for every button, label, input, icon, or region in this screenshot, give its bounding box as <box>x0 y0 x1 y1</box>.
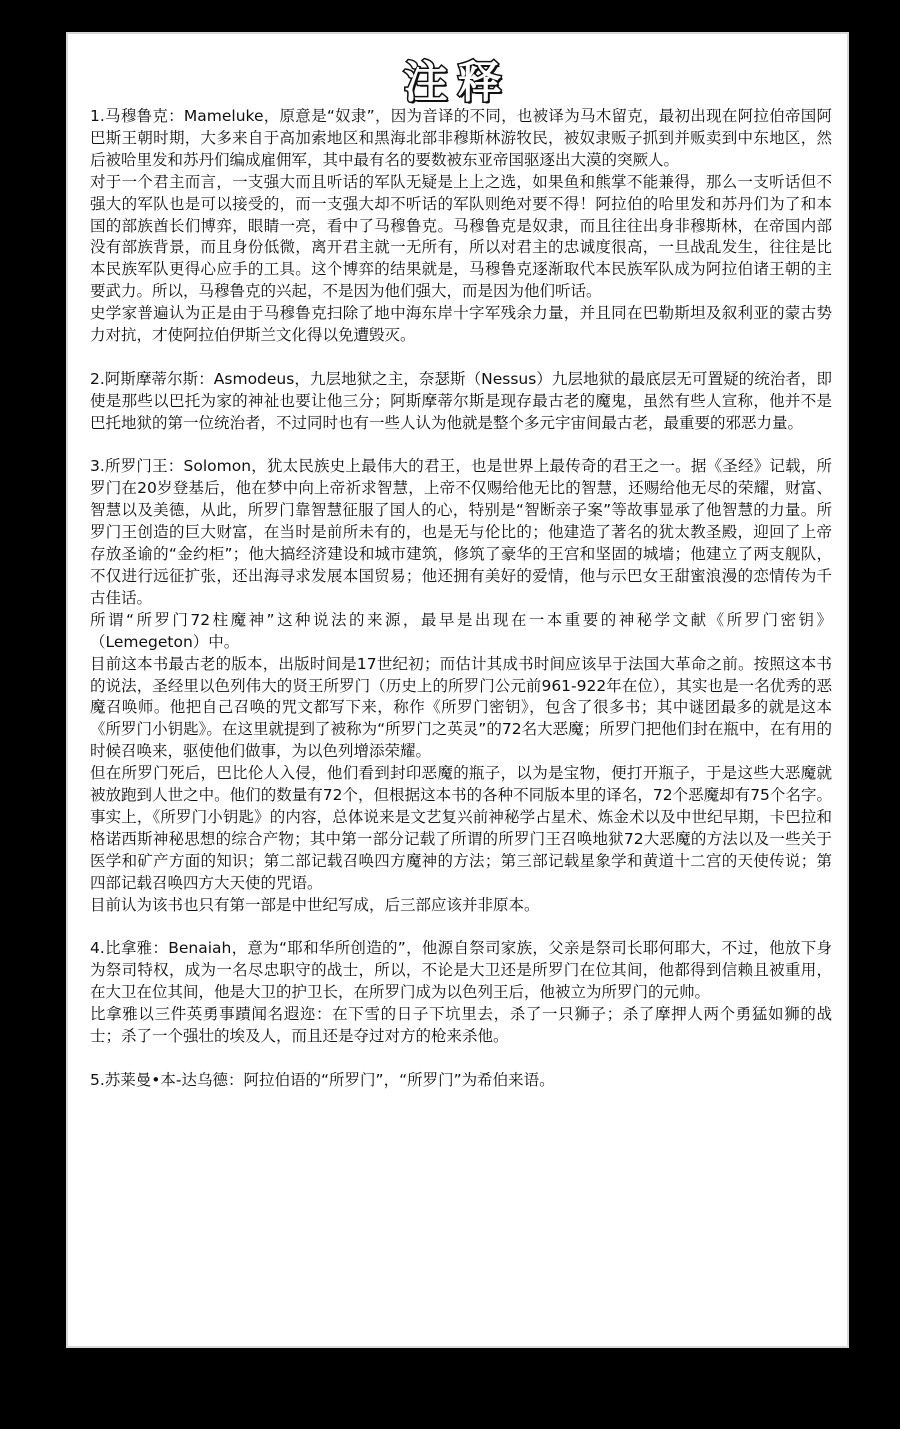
note-paragraph: 比拿雅以三件英勇事蹟闻名遐迩：在下雪的日子下坑里去，杀了一只狮子；杀了摩押人两个勇猛如狮的战士；杀了一个强壮的埃及人，而且还是夺过对方的枪来杀他。 <box>90 1005 832 1046</box>
note-paragraph: 对于一个君主而言，一支强大而且听话的军队无疑是上上之选，如果鱼和熊掌不能兼得，那么一支听话但不强大的军队也是可以接受的，而一支强大却不听话的军队则绝对要不得！阿拉伯的哈里发和苏丹们为了和本国的部族酋长们博弈，眼睛一亮，看中了马穆鲁克。马穆鲁克是奴隶，而且往往出身非穆斯林，在帝国内部没有部族背景，而且身份低微，离开君主就一无所有，所以对君主的忠诚度很高，一旦战乱发生，往往是比本民族军队更得心应手的工具。这个博弈的结果就是，马穆鲁克逐渐取代本民族军队成为阿拉伯诸王朝的主要武力。所以，马穆鲁克的兴起，不是因为他们强大，而是因为他们听话。 <box>90 172 832 301</box>
note-paragraph: 史学家普遍认为正是由于马穆鲁克扫除了地中海东岸十字军残余力量，并且同在巴勒斯坦及叙利亚的蒙古势力对抗，才使阿拉伯伊斯兰文化得以免遭毁灭。 <box>90 304 832 345</box>
note-spacer <box>90 435 832 457</box>
note-1 <box>90 106 832 347</box>
note-paragraph: 5.苏莱曼•本-达乌德：阿拉伯语的“所罗门”，“所罗门”为希伯来语。 <box>90 1070 555 1089</box>
note-paragraph: 所谓“所罗门72柱魔神”这种说法的来源，最早是出现在一本重要的神秘学文献《所罗门密钥》（Lemegeton）中。 <box>90 610 832 651</box>
note-spacer <box>90 917 832 939</box>
page-title: 注释 <box>403 57 512 108</box>
note-spacer <box>90 1048 832 1070</box>
note-paragraph: 但在所罗门死后，巴比伦人入侵，他们看到封印恶魔的瓶子，以为是宝物，便打开瓶子，于是这些大恶魔就被放跑到人世之中。他们的数量有72个，但根据这本书的各种不同版本里的译名，72个恶魔却有75个名字。事实上，《所罗门小钥匙》的内容，总体说来是文艺复兴前神秘学占星术、炼金术以及中世纪早期，卡巴拉和格诺西斯神秘思想的综合产物；其中第一部分记载了所谓的所罗门王召唤地狱72大恶魔的方法以及一些关于医学和矿产方面的知识；第二部记载召唤四方魔神的方法；第三部记载星象学和黄道十二宫的天使传说；第四部记载召唤四方大天使的咒语。 <box>90 764 832 892</box>
note-3 <box>90 456 832 916</box>
note-paragraph: 目前认为该书也只有第一部是中世纪写成，后三部应该并非原本。 <box>90 895 540 914</box>
note-paragraph: 3.所罗门王：Solomon，犹太民族史上最伟大的君王，也是世界上最传奇的君王之一。据《圣经》记载，所罗门在20岁登基后，他在梦中向上帝祈求智慧，上帝不仅赐给他无比的智慧，还赐给他无尽的荣耀，财富、智慧以及美德，从此，所罗门靠智慧征服了国人的心，特别是“智断亲子案”等故事显承了他智慧的力量。所罗门王创造的巨大财富，在当时是前所未有的，也是无与伦比的；他建造了著名的犹太教圣殿，迎回了上帝存放圣谕的“金约柜”；他大搞经济建设和城市建筑，修筑了豪华的王宫和坚固的城墙；他建立了两支舰队，不仅进行远征扩张，还出海寻求发展本国贸易；他还拥有美好的爱情，他与示巴女王甜蜜浪漫的恋情传为千古佳话。 <box>90 457 832 607</box>
note-2 <box>90 369 832 435</box>
notes-body <box>90 106 832 1092</box>
note-4 <box>90 938 832 1048</box>
annotation-page <box>66 32 849 1348</box>
note-spacer <box>90 347 832 369</box>
note-paragraph: 目前这本书最古老的版本，出版时间是17世纪初；而估计其成书时间应该早于法国大革命之前。按照这本书的说法，圣经里以色列伟大的贤王所罗门（历史上的所罗门公元前961-922年在位），其实也是一名优秀的恶魔召唤师。他把自己召唤的咒文都写下来，称作《所罗门密钥》，包含了很多书；其中谜团最多的就是这本《所罗门小钥匙》。在这里就提到了被称为“所罗门之英灵”的72名大恶魔；所罗门把他们封在瓶中，在有用的时候召唤来，驱使他们做事，为以色列增添荣耀。 <box>90 654 832 761</box>
note-paragraph: 1.马穆鲁克：Mameluke，原意是“奴隶”，因为音译的不同，也被译为马木留克，最初出现在阿拉伯帝国阿巴斯王朝时期，大多来自于高加索地区和黑海北部非穆斯林游牧民，被奴隶贩子抓到并贩卖到中东地区，然后被哈里发和苏丹们编成雇佣军，其中最有名的要数被东亚帝国驱逐出大漠的突厥人。 <box>90 107 832 169</box>
note-paragraph: 2.阿斯摩蒂尔斯：Asmodeus，九层地狱之主，奈瑟斯（Nessus）九层地狱的最底层无可置疑的统治者，即使是那些以巴托为家的神祉也要让他三分；阿斯摩蒂尔斯是现存最古老的魔鬼，虽然有些人宣称，他并不是巴托地狱的第一位统治者，不过同时也有一些人认为他就是整个多元宇宙间最古老，最重要的邪恶力量。 <box>90 369 832 432</box>
note-paragraph: 4.比拿雅：Benaiah，意为“耶和华所创造的”，他源自祭司家族，父亲是祭司长耶何耶大，不过，他放下身为祭司特权，成为一名尽忠职守的战士，所以，不论是大卫还是所罗门在位其间，他都得到信赖且被重用，在大卫在位其间，他是大卫的护卫长，在所罗门成为以色列王后，他被立为所罗门的元帅。 <box>90 939 832 1002</box>
note-5 <box>90 1070 832 1092</box>
